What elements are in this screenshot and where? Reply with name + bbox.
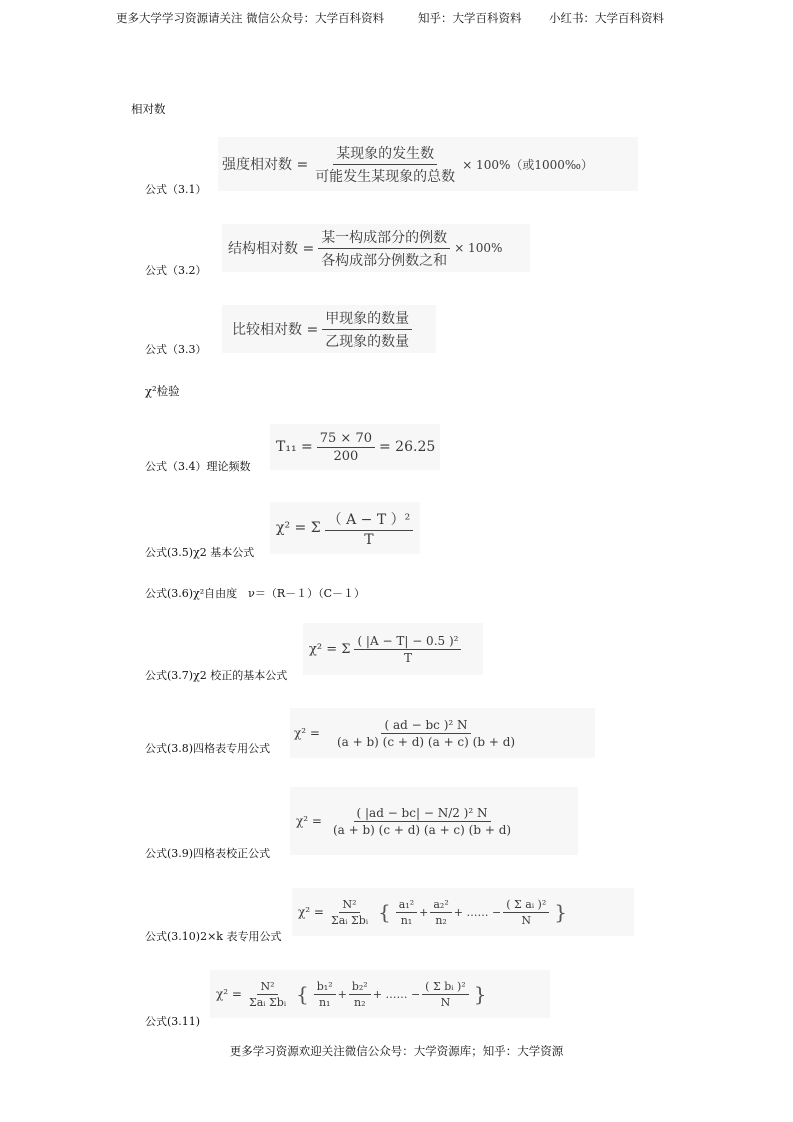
formula-3-9-lhs: χ² = (296, 814, 322, 828)
label-formula-3-11: 公式(3.11) (145, 1015, 201, 1028)
formula-3-10-numerator: N² (339, 898, 359, 913)
label-formula-3-8: 公式(3.8)四格表专用公式 (145, 742, 271, 755)
formula-3-7-denominator: T (403, 650, 412, 665)
formula-3-10-term-1 (396, 898, 417, 927)
formula-3-11-term-2 (349, 980, 371, 1009)
formula-3-10-term-2 (430, 898, 451, 927)
formula-3-10-term-2-den: n₂ (435, 913, 447, 927)
formula-3-5-lhs: χ² = Σ (276, 520, 321, 536)
formula-3-10-image (292, 888, 634, 936)
formula-3-11-numerator: N² (257, 980, 277, 995)
formula-3-10-term-3 (503, 898, 549, 927)
formula-3-7-lhs: χ² = Σ (309, 641, 351, 657)
formula-3-11-term-3 (422, 980, 469, 1009)
formula-3-3-denominator: 乙现象的数量 (325, 333, 410, 350)
formula-3-2-denominator: 各构成部分例数之和 (321, 252, 448, 269)
formula-3-2-tail: × 100% (454, 241, 503, 255)
formula-3-11-term-3-den: N (440, 995, 451, 1009)
formula-3-11-term-2-num: b₂² (349, 980, 371, 995)
formula-3-1-numerator: 某现象的发生数 (333, 143, 437, 165)
formula-3-4-tail: = 26.25 (379, 439, 436, 455)
label-formula-3-4: 公式（3.4）理论频数 (145, 460, 251, 473)
formula-3-8-image (290, 708, 595, 758)
formula-3-8-denominator: (a + b) (c + d) (a + c) (b + d) (336, 734, 516, 749)
formula-3-11-ellipsis: + …… − (372, 987, 421, 1001)
formula-3-10-term-1-num: a₁² (396, 898, 417, 913)
formula-3-9-denominator: (a + b) (c + d) (a + c) (b + d) (332, 822, 512, 837)
page-footer: 更多学习资源欢迎关注微信公众号：大学资源库；知乎：大学资源 (229, 1044, 564, 1058)
formula-3-10-term-3-num: ( Σ aᵢ )² (503, 898, 549, 913)
formula-3-4-numerator: 75 × 70 (317, 431, 375, 448)
section-relative-title: 相对数 (131, 102, 166, 116)
formula-3-4-denominator: 200 (333, 448, 359, 464)
formula-3-2-fraction (318, 227, 450, 270)
formula-3-5-fraction (325, 509, 414, 548)
formula-3-10-plus: + (419, 905, 429, 919)
label-formula-3-6: 公式(3.6)χ²自由度 ν＝（R－１）（C－１） (145, 587, 366, 600)
formula-3-2-lhs: 结构相对数 = (228, 241, 315, 257)
formula-3-10-fraction (328, 898, 371, 927)
formula-3-10-denominator: Σaᵢ Σbᵢ (330, 913, 369, 927)
formula-3-3-fraction (322, 308, 412, 351)
label-formula-3-9: 公式(3.9)四格表校正公式 (145, 847, 271, 860)
formula-3-2-numerator: 某一构成部分的例数 (318, 227, 450, 249)
header-zhihu: 知乎：大学百科资料 (418, 11, 522, 25)
formula-3-7-numerator: ( |A − T| − 0.5 )² (354, 634, 461, 650)
formula-3-11-term-2-den: n₂ (354, 995, 366, 1009)
formula-3-11-term-1-den: n₁ (318, 995, 331, 1009)
label-formula-3-3: 公式（3.3） (145, 343, 207, 356)
formula-3-8-fraction (334, 718, 518, 749)
formula-3-10-term-2-num: a₂² (430, 898, 451, 913)
label-formula-3-2: 公式（3.2） (145, 264, 207, 277)
formula-3-11-plus: + (337, 987, 347, 1001)
label-formula-3-5: 公式(3.5)χ2 基本公式 (145, 546, 255, 559)
formula-3-1-tail: × 100%（或1000‰） (462, 157, 594, 172)
formula-3-1-lhs: 强度相对数 = (222, 157, 309, 173)
formula-3-3-image (222, 305, 436, 353)
formula-3-4-fraction (317, 431, 375, 464)
formula-3-4-image (270, 424, 440, 470)
formula-3-7-fraction (354, 634, 461, 665)
formula-3-1-fraction (312, 143, 458, 186)
formula-3-11-term-3-num: ( Σ bᵢ )² (422, 980, 469, 995)
formula-3-11-term-1-num: b₁² (314, 980, 336, 995)
formula-3-2-image (222, 224, 530, 272)
formula-3-10-ellipsis: + …… − (453, 905, 502, 919)
formula-3-11-image (210, 970, 550, 1018)
formula-3-11-denominator: Σaᵢ Σbᵢ (248, 995, 287, 1009)
formula-3-11-lhs: χ² = (216, 987, 242, 1001)
formula-3-5-image (270, 502, 420, 554)
formula-3-11-term-1 (314, 980, 336, 1009)
header-xiaohongshu: 小红书：大学百科资料 (549, 11, 664, 25)
formula-3-3-numerator: 甲现象的数量 (322, 308, 412, 330)
formula-3-4-lhs: T₁₁ = (276, 439, 313, 455)
section-chi-square-title: χ²检验 (145, 384, 180, 398)
formula-3-9-image (290, 787, 578, 855)
formula-3-10-term-3-den: N (521, 913, 532, 927)
formula-3-8-numerator: ( ad − bc )² N (381, 718, 470, 734)
formula-3-5-denominator: T (364, 531, 374, 548)
formula-3-11-left-brace: { (296, 982, 309, 1006)
label-formula-3-7: 公式(3.7)χ2 校正的基本公式 (145, 669, 288, 682)
formula-3-7-image (303, 623, 483, 675)
formula-3-11-fraction (246, 980, 289, 1009)
formula-3-10-lhs: χ² = (298, 905, 324, 919)
formula-3-9-fraction (330, 806, 514, 837)
formula-3-9-numerator: ( |ad − bc| − N/2 )² N (354, 806, 491, 822)
formula-3-1-denominator: 可能发生某现象的总数 (315, 168, 456, 185)
formula-3-3-lhs: 比较相对数 = (232, 322, 319, 338)
label-formula-3-10: 公式(3.10)2×k 表专用公式 (145, 930, 282, 943)
formula-3-8-lhs: χ² = (294, 726, 320, 740)
label-formula-3-1: 公式（3.1） (145, 183, 207, 196)
header-wechat: 更多大学学习资源请关注 微信公众号：大学百科资料 (116, 11, 385, 25)
formula-3-5-numerator: （ A − T ）² (325, 509, 414, 531)
formula-3-1-image (218, 137, 638, 191)
formula-3-10-term-1-den: n₁ (400, 913, 413, 927)
formula-3-10-right-brace: } (554, 900, 567, 924)
formula-3-10-left-brace: { (378, 900, 391, 924)
formula-3-11-right-brace: } (473, 982, 487, 1006)
